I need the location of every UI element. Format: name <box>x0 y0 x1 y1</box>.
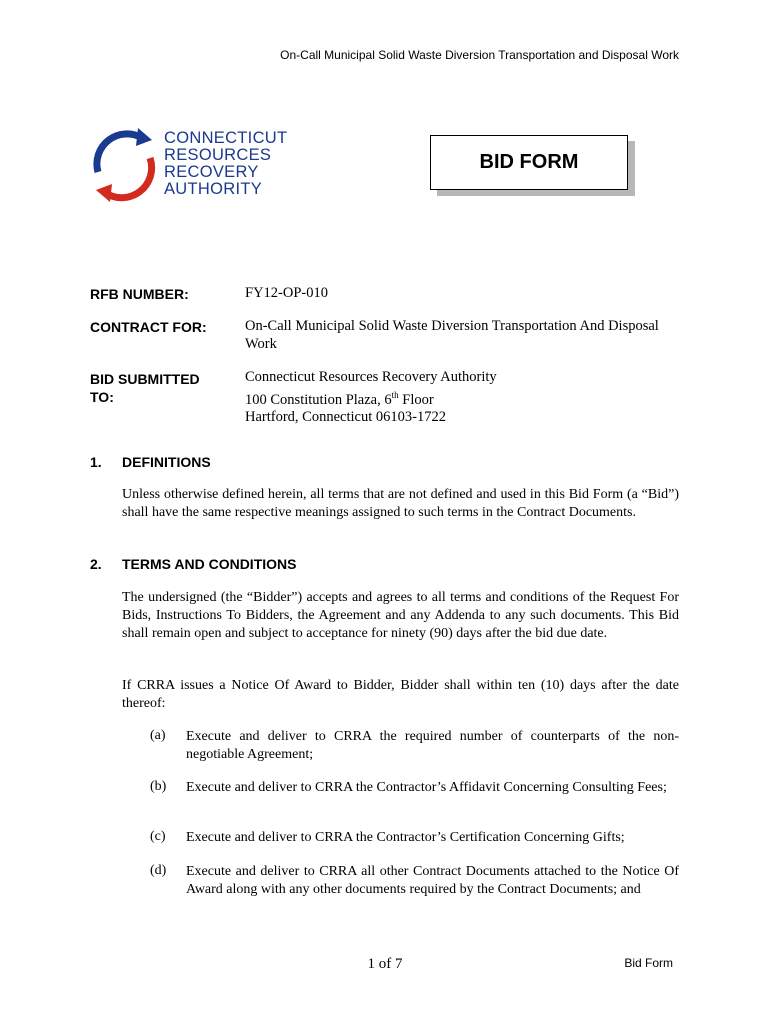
section-1-number: 1. <box>90 454 102 470</box>
list-item-text: Execute and deliver to CRRA the Contractor’s Certification Concerning Gifts; <box>186 830 625 845</box>
bid-submitted-address: Connecticut Resources Recovery Authority 100 Constitution Plaza, 6th Floor Hartford, Connecticut 06103-1722 <box>245 369 497 425</box>
recycle-arrows-icon <box>90 126 162 206</box>
crra-logo <box>90 126 320 206</box>
list-item-label: (a) <box>150 728 166 743</box>
logo-wordmark: CONNECTICUT RESOURCES RECOVERY AUTHORITY <box>164 129 288 198</box>
list-item-label: (b) <box>150 779 167 794</box>
list-item-label: (d) <box>150 863 167 878</box>
list-item-label: (c) <box>150 829 166 844</box>
rfb-number-value: FY12-OP-010 <box>245 285 328 301</box>
section-2-title: TERMS AND CONDITIONS <box>122 556 297 572</box>
page-header: On-Call Municipal Solid Waste Diversion Transportation and Disposal Work <box>280 48 679 62</box>
contract-for-value: On-Call Municipal Solid Waste Diversion Transportation And Disposal Work <box>245 318 659 352</box>
list-item-text: Execute and deliver to CRRA all other Contract Documents attached to the Notice Of Award along with any other documents required by the Contract Documents; and <box>186 864 679 897</box>
bid-submitted-label: BID SUBMITTED TO: <box>90 371 200 405</box>
section-2-paragraph-2: If CRRA issues a Notice Of Award to Bidder, Bidder shall within ten (10) days after the date thereof: <box>122 678 679 711</box>
section-2-number: 2. <box>90 556 102 572</box>
section-1-title: DEFINITIONS <box>122 454 211 470</box>
footer-label: Bid Form <box>624 956 673 970</box>
section-2-paragraph-1: The undersigned (the “Bidder”) accepts and agrees to all terms and conditions of the Request For Bids, Instructions To Bidders, the Agreement and any Addenda to any such documents. This Bid shall remain open and subject to acceptance for ninety (90) days after the bid due date. <box>122 590 679 641</box>
section-1-paragraph: Unless otherwise defined herein, all terms that are not defined and used in this Bid Form (a “Bid”) shall have the same respective meanings assigned to such terms in the Contract Documents. <box>122 487 679 520</box>
list-item-text: Execute and deliver to CRRA the Contractor’s Affidavit Concerning Consulting Fees; <box>186 780 667 795</box>
rfb-number-label: RFB NUMBER: <box>90 286 189 302</box>
bid-form-title: BID FORM <box>430 135 628 190</box>
contract-for-label: CONTRACT FOR: <box>90 319 207 335</box>
list-item-text: Execute and deliver to CRRA the required number of counterparts of the non-negotiable Agreement; <box>186 729 679 762</box>
page-number: 1 of 7 <box>367 956 403 972</box>
